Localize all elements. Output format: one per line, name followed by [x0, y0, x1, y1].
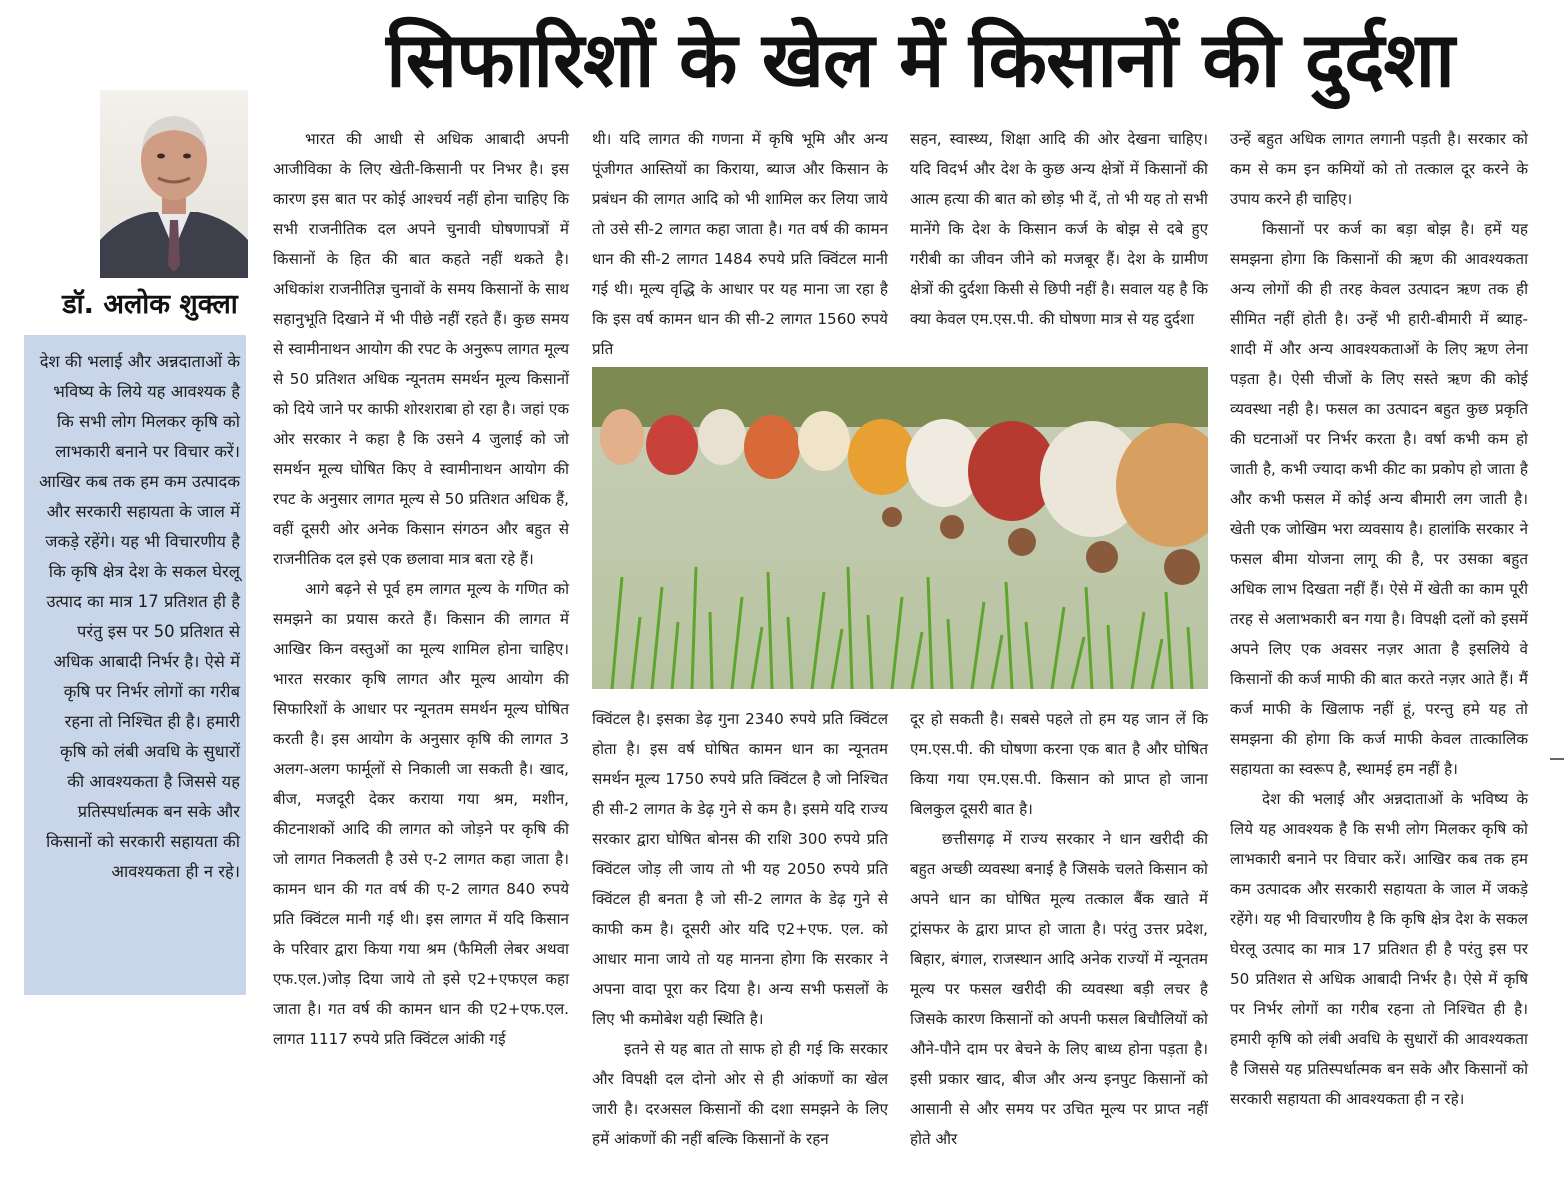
headline: सिफारिशों के खेल में किसानों की दुर्दशा — [386, 15, 1454, 104]
column-2-top — [592, 124, 888, 364]
column-3-bottom — [910, 704, 1208, 1184]
margin-rule — [1550, 758, 1564, 760]
column-1 — [273, 124, 569, 1189]
paragraph: किसानों पर कर्ज का बड़ा बोझ है। हमें यह समझना होगा कि किसानों की ऋण की आवश्यकता अन्य लोगों की ही तरह केवल उत्पादन ऋण तक ही सीमित नहीं होती है। उन्हें भी हारी-बीमारी में ब्याह-शादी में और अन्य आवश्यकताओं के लिए ऋण लेना पड़ता है। ऐसी चीजों के लिए सस्ते ऋण की कोई व्यवस्था नही है। फसल का उत्पादन बहुत कुछ प्रकृति की घटनाओं पर निर्भर करता है। वर्षा कभी कम हो जाती है, कभी ज्यादा कभी कीट का प्रकोप हो जाता है और कभी फसल में कोई अन्य बीमारी लग जाती है। खेती एक जोखिम भरा व्यवसाय है। हालांकि सरकार ने फसल बीमा योजना लागू की है, पर उसका बहुत अधिक लाभ दिखता नहीं हैं। ऐसे में खेती का काम पूरी तरह से अलाभकारी बन गया है। विपक्षी दलों को इसमें अपने लिए एक अवसर नज़र आता है इसलिये वे किसानों की कर्ज माफी की बात करते नज़र आते हैं। मैं कर्ज माफी के खिलाफ नहीं हूं, परन्तु हमे यह तो समझना की होगा कि कर्ज माफी केवल तात्कालिक सहायता का स्वरूप है, स्थामई हम नहीं है। — [1230, 220, 1528, 778]
field-image — [592, 367, 1208, 689]
paragraph: छत्तीसगढ़ में राज्य सरकार ने धान खरीदी की बहुत अच्छी व्यवस्था बनाई है जिसके चलते किसान को अपने धान का घोषित मूल्य तत्काल बैंक खाते में ट्रांसफर के द्वारा प्राप्त हो जाता है। परंतु उत्तर प्रदेश, बिहार, बंगाल, राजस्थान आदि अनेक राज्यों में न्यूनतम मूल्य पर फसल खरीदी की व्यवस्था बड़ी लचर है जिसके कारण किसानों को अपनी फसल बिचौलियों को औने-पौने दाम पर बेचने के लिए बाध्य होना पड़ता है। इसी प्रकार खाद, बीज और अन्य इनपुट किसानों को आसानी से और समय पर उचित मूल्य पर प्राप्त नहीं होते और — [910, 830, 1208, 1148]
column-4 — [1230, 124, 1528, 1189]
paragraph: क्विंटल है। इसका डेढ़ गुना 2340 रुपये प्रति क्विंटल होता है। इस वर्ष घोषित कामन धान का न्यूनतम समर्थन मूल्य 1750 रुपये प्रति क्विंटल है जो निश्चित ही सी-2 लागत के डेढ़ गुने से कम है। इसमे यदि राज्य सरकार द्वारा घोषित बोनस की राशि 300 रुपये प्रति क्विंटल जोड़ ली जाय तो भी यह 2050 रुपये प्रति क्विंटल ही बनता है जो सी-2 लागत के डेढ़ गुने से काफी कम है। दूसरी ओर यदि ए2+एफ. एल. को आधार माना जाये तो यह मानना होगा कि सरकार ने अपना वादा पूरा कर दिया है। अन्य सभी फसलों के लिए भी कमोबेश यही स्थिति है। — [592, 710, 888, 1028]
paragraph: देश की भलाई और अन्नदाताओं के भविष्य के लिये यह आवश्यक है कि सभी लोग मिलकर कृषि को लाभकारी बनाने पर विचार करें। आखिर कब तक हम कम उत्पादक और सरकारी सहायता के जाल में जकड़े रहेंगे। यह भी विचारणीय है कि कृषि क्षेत्र देश के सकल घेरलू उत्पाद का मात्र 17 प्रतिशत ही है परंतु इस पर 50 प्रतिशत से अधिक आबादी निर्भर है। ऐसे में कृषि पर निर्भर लोगों का गरीब रहना तो निश्चित ही है। हमारी कृषि को लंबी अवधि के सुधारों की आवश्यकता है जिससे यह प्रतिस्पर्धात्मक बन सके और किसानों को सरकारी सहायता की आवश्यकता ही न रहे। — [1230, 790, 1528, 1108]
author-name: डॉ. अलोक शुक्ला — [62, 289, 238, 320]
farmers-field-photo — [592, 367, 1208, 689]
column-3-top — [910, 124, 1208, 364]
author-photo — [100, 90, 248, 278]
paragraph: भारत की आधी से अधिक आबादी अपनी आजीविका के लिए खेती-किसानी पर निभर है। इस कारण इस बात पर कोई आश्चर्य नहीं होना चाहिए कि सभी राजनीतिक दल अपने चुनावी घोषणापत्रों में किसानों के हित की बात कहते नहीं थकते है। अधिकांश राजनीतिज्ञ चुनावों के समय किसानों के साथ सहानुभूति दिखाने में भी पीछे नहीं रहते हैं। कुछ समय से स्वामीनाथन आयोग की रपट के अनुरूप लागत मूल्य से 50 प्रतिशत अधिक न्यूनतम समर्थन मूल्य किसानों को दिये जाने पर काफी शोरशराबा हो रहा है। जहां एक ओर सरकार ने कहा है कि उसने 4 जुलाई को जो समर्थन मूल्य घोषित किए वे स्वामीनाथन आयोग की रपट के अनुसार लागत मूल्य से 50 प्रतिशत अधिक हैं, वहीं दूसरी ओर अनेक किसान संगठन और बहुत से राजनीतिक दल इसे एक छलावा मात्र बता रहे हैं। — [273, 130, 569, 568]
paragraph: उन्हें बहुत अधिक लागत लगानी पड़ती है। सरकार को कम से कम इन कमियों को तो तत्काल दूर करने के उपाय करने ही चाहिए। — [1230, 130, 1528, 208]
paragraph: थी। यदि लागत की गणना में कृषि भूमि और अन्य पूंजीगत आस्तियों का किराया, ब्याज और किसान के प्रबंधन की लागत आदि को भी शामिल कर लिया जाये तो उसे सी-2 लागत कहा जाता है। गत वर्ष की कामन धान की सी-2 लागत 1484 रुपये प्रति क्विंटल मानी गई थी। मूल्य वृद्धि के आधार पर यह माना जा रहा है कि इस वर्ष कामन धान की सी-2 लागत 1560 रुपये प्रति — [592, 130, 888, 358]
paragraph: इतने से यह बात तो साफ हो ही गई कि सरकार और विपक्षी दल दोनो ओर से ही आंकणों का खेल जारी है। दरअसल किसानों की दशा समझने के लिए हमें आंकणों की नहीं बल्कि किसानों के रहन — [592, 1040, 888, 1148]
paragraph: आगे बढ़ने से पूर्व हम लागत मूल्य के गणित को समझने का प्रयास करते हैं। किसान की लागत में आखिर किन वस्तुओं का मूल्य शामिल होना चाहिए। भारत सरकार कृषि लागत और मूल्य आयोग की सिफारिशों के आधार पर न्यूनतम समर्थन मूल्य घोषित करती है। इस आयोग के अनुसार कृषि की लागत 3 अलग-अलग फार्मूलों से निकाली जा सकती है। खाद, बीज, मजदूरी देकर कराया गया श्रम, मशीन, कीटनाशकों आदि की लागत को जोड़ने पर कृषि की जो लागत निकलती है उसे ए-2 लागत कहा जाता है। कामन धान की गत वर्ष की ए-2 लागत 840 रुपये प्रति क्विंटल मानी गई थी। इस लागत में यदि किसान के परिवार द्वारा किया गया श्रम (फैमिली लेबर अथवा एफ.एल.)जोड़ दिया जाये तो इसे ए2+एफएल कहा जाता है। गत वर्ष की कामन धान की ए2+एफ.एल. लागत 1117 रुपये प्रति क्विंटल आंकी गई — [273, 580, 569, 1048]
paragraph: दूर हो सकती है। सबसे पहले तो हम यह जान लें कि एम.एस.पी. की घोषणा करना एक बात है और घोषित किया गया एम.एस.पी. किसान को प्राप्त हो जाना बिलकुल दूसरी बात है। — [910, 710, 1208, 818]
paragraph: सहन, स्वास्थ्य, शिक्षा आदि की ओर देखना चाहिए। यदि विदर्भ और देश के कुछ अन्य क्षेत्रों में किसानों की आत्म हत्या की बात को छोड़ भी दें, तो भी यह तो सभी मानेंगे कि देश के किसान कर्ज के बोझ से दबे हुए गरीबी का जीवन जीने को मजबूर हैं। देश के ग्रामीण क्षेत्रों की दुर्दशा किसी से छिपी नहीं है। सवाल यह है कि क्या केवल एम.एस.पी. की घोषणा मात्र से यह दुर्दशा — [910, 130, 1208, 328]
sidebar-quote: देश की भलाई और अन्नदाताओं के भविष्य के लिये यह आवश्यक है कि सभी लोग मिलकर कृषि को लाभकारी बनाने पर विचार करें। आखिर कब तक हम कम उत्पादक और सरकारी सहायता के जाल में जकड़े रहेंगे। यह भी विचारणीय है कि कृषि क्षेत्र देश के सकल घेरलू उत्पाद का मात्र 17 प्रतिशत ही है परंतु इस पर 50 प्रतिशत से अधिक आबादी निर्भर है। ऐसे में कृषि पर निर्भर लोगों का गरीब रहना तो निश्चित ही है। हमारी कृषि को लंबी अवधि के सुधारों की आवश्यकता है जिससे यह प्रतिस्पर्धात्मक बन सके और किसानों को सरकारी सहायता की आवश्यकता ही न रहे। — [24, 335, 246, 995]
column-2-bottom — [592, 704, 888, 1184]
author-portrait-image — [100, 90, 248, 278]
